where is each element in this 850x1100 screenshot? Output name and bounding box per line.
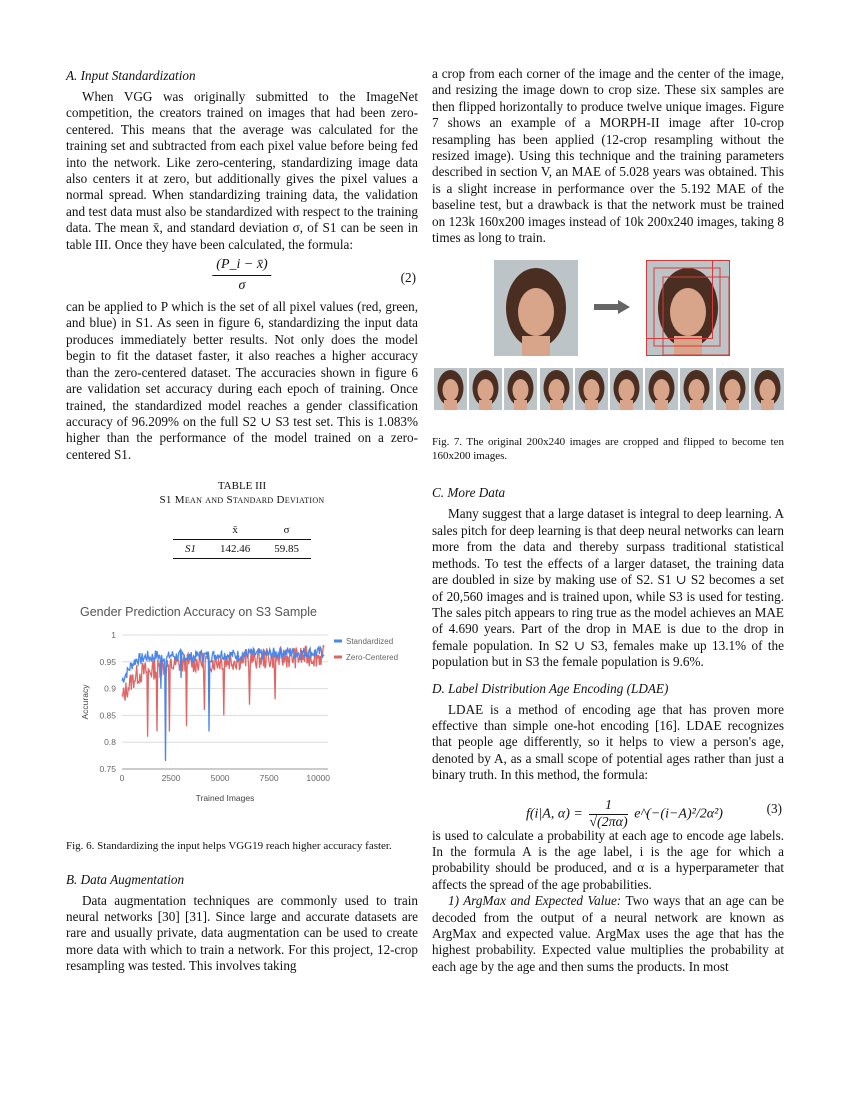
table-cell: 59.85 <box>262 540 311 559</box>
thumbnail-face-image <box>645 368 678 410</box>
table-title: S1 Mean and Standard Deviation <box>159 494 325 507</box>
section-b-paragraph-1: Data augmentation techniques are commonly used to train neural networks [30] [31]. Since large and accurate datasets are rare and usually private, data augmentation can be used to create more data with which to train a network. For this project, 12-crop resampling was tested. This involves taking <box>66 892 418 974</box>
arrow-right-icon <box>594 300 630 314</box>
subsection-1-title: 1) ArgMax and Expected Value: <box>448 893 622 909</box>
thumbnail-face-image <box>575 368 608 410</box>
right-paragraph-1: a crop from each corner of the image and the center of the image, and resizing the image down to crop size. These six samples are then flipped horizontally to produce twelve unique images. Figure 7 shows an example of a MORPH-II image after 10-crop resampling has been applied (12-crop resampling without the resized image). Using this technique and the training parameters described in section V, an MAE of 5.028 years was obtained. This is a slight increase in performance over the 5.192 MAE of the baseline test, but a drawback is that the network must be trained on 123k 160x200 images instead of 10k 200x240 images, taking 8 times as long to train. <box>432 66 784 246</box>
x-tick-label: 2500 <box>161 773 181 784</box>
table-cell: 142.46 <box>208 540 262 559</box>
x-tick-label: 7500 <box>259 773 279 784</box>
table-header-cell <box>173 521 208 540</box>
y-tick-label: 0.75 <box>99 764 116 775</box>
thumbnail-face-image <box>504 368 537 410</box>
y-tick-label: 0.85 <box>99 710 116 721</box>
chart-title: Gender Prediction Accuracy on S3 Sample <box>80 605 317 620</box>
x-tick-label: 5000 <box>210 773 230 784</box>
y-axis-label: Accuracy <box>80 684 90 720</box>
equation-3-frac-den: √(2πα) <box>589 814 628 830</box>
table-header-cell: σ <box>262 521 311 540</box>
x-tick-label: 0 <box>119 773 125 784</box>
equation-3-lhs: f(i|A, α) = <box>526 806 583 822</box>
legend-label: Standardized <box>346 637 394 647</box>
equation-2-denominator: σ <box>238 278 246 294</box>
y-tick-label: 0.95 <box>99 656 116 667</box>
thumbnail-face-image <box>751 368 784 410</box>
chart-svg <box>66 621 418 821</box>
section-d-paragraph-1: LDAE is a method of encoding age that has proven more effective than simple one-hot encoding [16]. LDAE recognizes that people age differently, so it helps to view a person's age, denoted by A, as a small scope of potential ages rather than just a binary truth. In this method, the formula: <box>432 701 784 783</box>
equation-3-label: (3) <box>766 800 782 816</box>
subsection-1-text: Two ways that an age can be decoded from the output of a neural network are known as ArgMax and expected value. ArgMax uses the age that has the highest probability. Expected value multiplies the probability at each age by the age and then sums the products. In most <box>432 893 785 974</box>
section-b-title: B. Data Augmentation <box>66 871 185 887</box>
table-cell: S1 <box>173 540 208 559</box>
equation-2-numerator: (P_i − x̄) <box>212 257 271 276</box>
thumbnail-face-image <box>540 368 573 410</box>
table-caption <box>66 479 418 507</box>
section-a-paragraph-2: can be applied to P which is the set of all pixel values (red, green, and blue) in S1. As seen in figure 6, standardizing the input data produces immediately better results. Not only does the model begin to fit the dataset faster, it also reaches a higher accuracy than the zero-centered dataset. The accuracies shown in figure 6 are validation set accuracy during each epoch of training. Once trained, the standardized model reaches a gender classification accuracy of 96.209% on the full S2 ∪ S3 test set. This is 1.083% higher than the performance of the model trained on a zero-centered S1. <box>66 299 418 462</box>
figure-7 <box>432 256 784 436</box>
equation-3-frac-num: 1 <box>589 798 627 815</box>
left-column <box>66 66 418 975</box>
original-face-image <box>494 260 578 356</box>
section-a-title: A. Input Standardization <box>66 68 196 83</box>
equation-2-label: (2) <box>400 270 416 286</box>
section-d-title: D. Label Distribution Age Encoding (LDAE) <box>432 680 669 696</box>
section-c-paragraph-1: Many suggest that a large dataset is integral to deep learning. A sales pitch for deep learning is that deep neural networks can learn more from the data and thereby surpass traditional statistical methods. To test the effects of a larger dataset, the training data are doubled in size by making use of S2. S1 ∪ S2 becomes a set of 20,560 images and is trained upon, while S3 is used for testing. The sales pitch appears to ring true as the model achieves an MAE of 4.690 years. Part of the drop in MAE is due to the drop in female population. In S2 ∪ S3, females make up 13.1% of the population but in S3 the female population is 9.6%. <box>432 506 784 670</box>
cropped-face-image <box>646 260 730 356</box>
accuracy-chart <box>66 605 418 820</box>
y-tick-label: 0.8 <box>104 737 116 748</box>
thumbnail-face-image <box>434 368 467 410</box>
legend-label: Zero-Centered <box>346 653 399 663</box>
stats-table <box>173 521 311 559</box>
figure-7-caption: Fig. 7. The original 200x240 images are cropped and flipped to become ten 160x200 images. <box>432 436 784 462</box>
thumbnail-face-image <box>716 368 749 410</box>
section-d-paragraph-2: is used to calculate a probability at each age to encode age labels. In the formula A is the age label, i is the age for which a probability should be produced, and α is a hyperparameter that affects the spread of the age probabilities. <box>432 827 784 892</box>
thumbnail-face-image <box>469 368 502 410</box>
thumbnail-face-image <box>680 368 713 410</box>
section-a-paragraph-1: When VGG was originally submitted to the ImageNet competition, the creators trained on images that had been zero-centered. This means that the average was calculated for the training set and subtracted from each pixel value before being fed into the network. Like zero-centering, standardizing image data also centers it at zero, but additionally gives the pixel values a normal spread. When standardizing training data, the validation and test data must also be standardized with respect to the training data. The mean x̄, and standard deviation σ, of S1 can be seen in table III. Once they have been calculated, the formula: <box>66 89 418 252</box>
thumbnail-face-image <box>610 368 643 410</box>
equation-2 <box>66 253 418 299</box>
right-column <box>432 66 784 975</box>
figure-6-caption: Fig. 6. Standardizing the input helps VGG19 reach higher accuracy faster. <box>66 840 392 853</box>
subsection-1 <box>432 893 784 975</box>
equation-3 <box>432 784 784 828</box>
y-tick-label: 1 <box>111 630 116 641</box>
x-axis-label: Trained Images <box>195 793 255 804</box>
table-header-cell: x̄ <box>208 521 262 540</box>
y-tick-label: 0.9 <box>104 683 116 694</box>
equation-3-exponential: e^(−(i−A)²/2α²) <box>634 806 723 822</box>
x-tick-label: 10000 <box>306 773 331 784</box>
section-c-title: C. More Data <box>432 485 506 501</box>
table-label: TABLE III <box>217 480 267 493</box>
